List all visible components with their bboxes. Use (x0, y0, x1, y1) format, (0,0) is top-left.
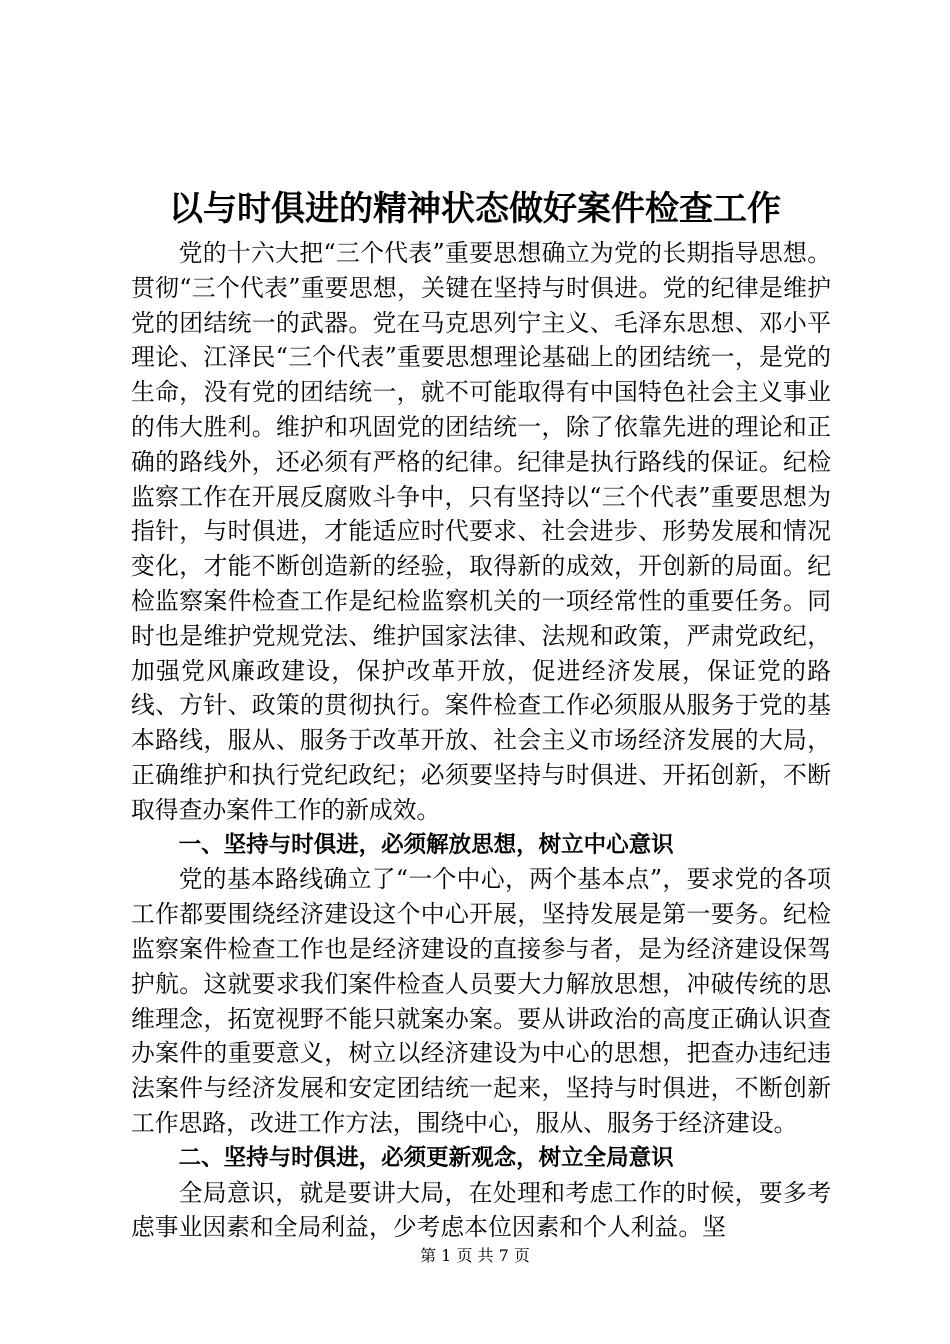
paragraph-intro: 党的十六大把“三个代表”重要思想确立为党的长期指导思想。贯彻“三个代表”重要思想，关键在坚持与时俱进。党的纪律是维护党的团结统一的武器。党在马克思列宁主义、毛泽东思想、邓小平理论、江泽民“三个代表”重要思想理论基础上的团结统一，是党的生命，没有党的团结统一，就不可能取得有中国特色社会主义事业的伟大胜利。维护和巩固党的团结统一，除了依靠先进的理论和正确的路线外，还必须有严格的纪律。纪律是执行路线的保证。纪检监察工作在开展反腐败斗争中，只有坚持以“三个代表”重要思想为指针，与时俱进，才能适应时代要求、社会进步、形势发展和情况变化，才能不断创造新的经验，取得新的成效，开创新的局面。纪检监察案件检查工作是纪检监察机关的一项经常性的重要任务。同时也是维护党规党法、维护国家法律、法规和政策，严肃党政纪，加强党风廉政建设，保护改革开放，促进经济发展，保证党的路线、方针、政策的贯彻执行。案件检查工作必须服从服务于党的基本路线，服从、服务于改革开放、社会主义市场经济发展的大局，正确维护和执行党纪政纪；必须要坚持与时俱进、开拓创新，不断取得查办案件工作的新成效。 (131, 239, 831, 824)
document-title: 以与时俱进的精神状态做好案件检查工作 (169, 189, 781, 229)
page-number-footer: 第 1 页 共 7 页 (420, 1246, 530, 1265)
paragraph-section-2: 全局意识，就是要讲大局，在处理和考虑工作的时候，要多考虑事业因素和全局利益，少考虑本位因素和个人利益。坚 (131, 1178, 831, 1242)
section-heading-1: 一、坚持与时俱进，必须解放思想，树立中心意识 (178, 831, 674, 858)
section-heading-2: 二、坚持与时俱进，必须更新观念，树立全局意识 (178, 1144, 674, 1171)
paragraph-section-1: 党的基本路线确立了“一个中心，两个基本点”，要求党的各项工作都要围绕经济建设这个中心开展，坚持发展是第一要务。纪检监察案件检查工作也是经济建设的直接参与者，是为经济建设保驾护航。这就要求我们案件检查人员要大力解放思想，冲破传统的思维理念，拓宽视野不能只就案办案。要从讲政治的高度正确认识查办案件的重要意义，树立以经济建设为中心的思想，把查办违纪违法案件与经济发展和安定团结统一起来，坚持与时俱进，不断创新工作思路，改进工作方法，围绕中心，服从、服务于经济建设。 (131, 865, 831, 1137)
document-body (131, 236, 831, 1245)
